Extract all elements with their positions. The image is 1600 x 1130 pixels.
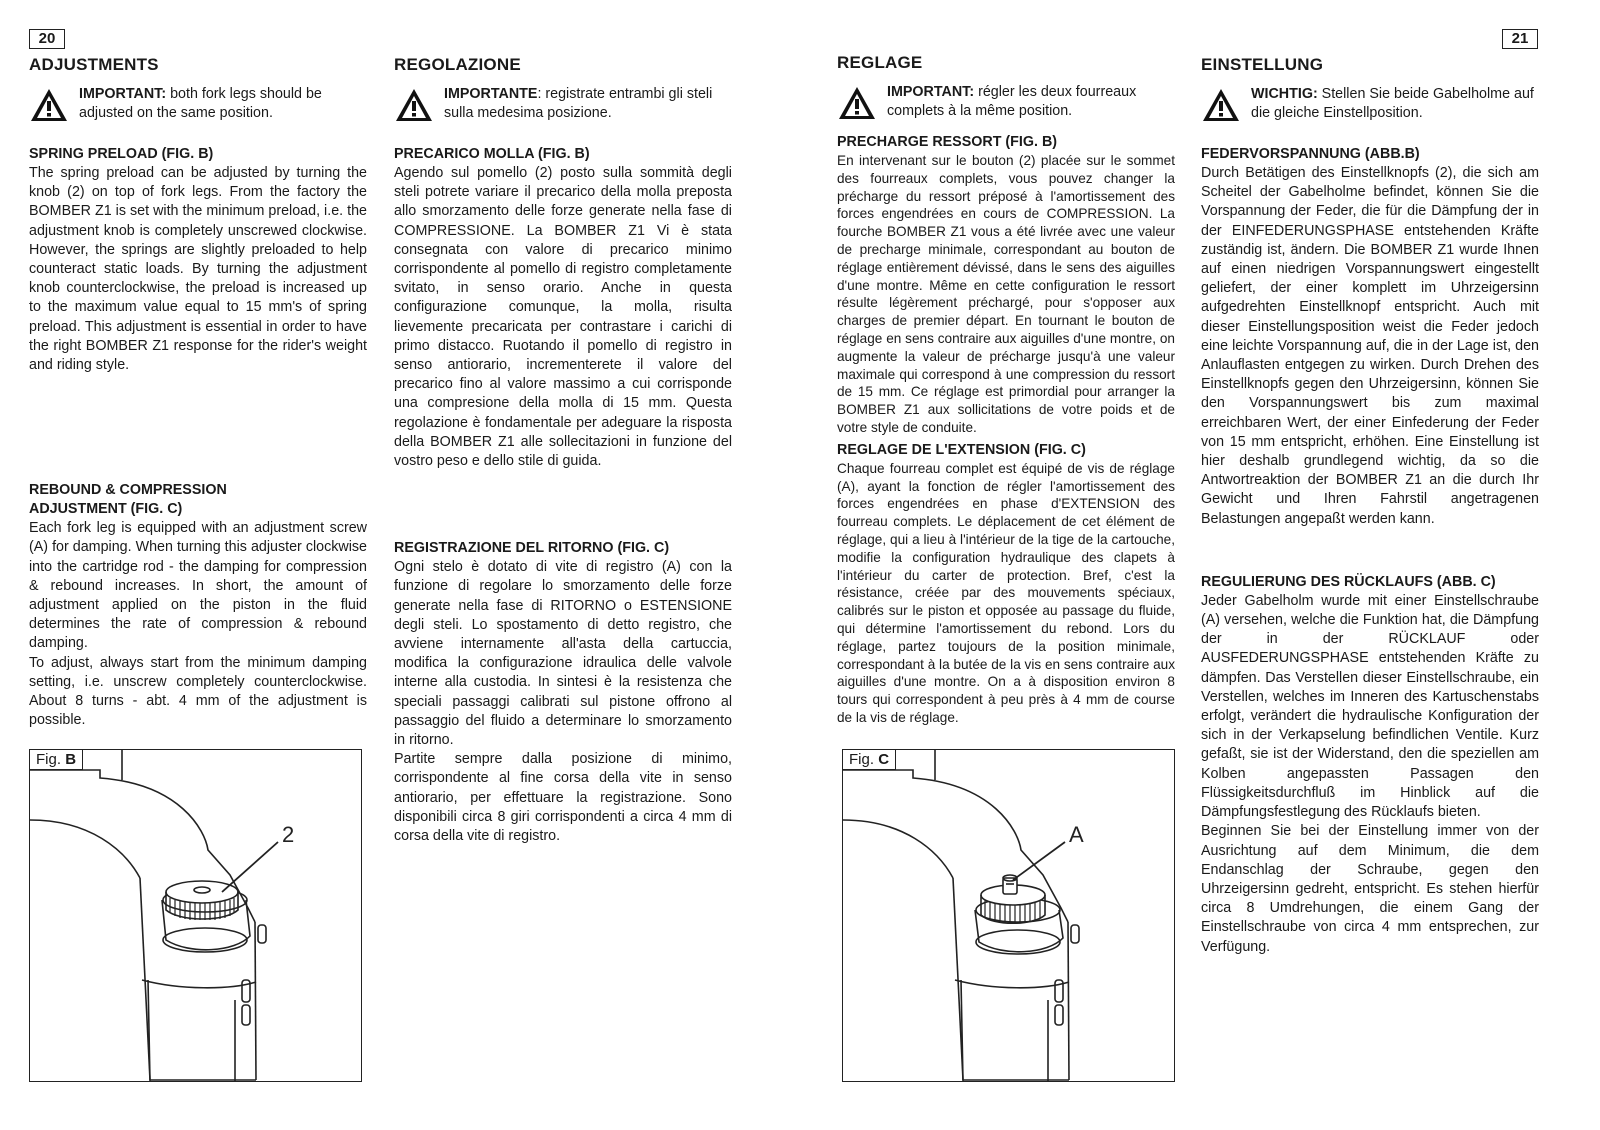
figure-label: Fig. B (29, 749, 83, 770)
rebound-body-adjust: To adjust, always start from the minimum damping setting, i.e. unscrew completely counterclockwise. About 8 turns - abt. 4 mm of the adjustment is possible. (29, 654, 367, 729)
column-french (837, 53, 1175, 727)
rebound-heading-line1: REBOUND & COMPRESSION (29, 482, 227, 499)
rebound-body: Each fork leg is equipped with an adjustment screw (A) for damping. When turning this adjuster clockwise into the cartridge rod - the damping for compression & rebound increases. In short, the amount of adjustment applied on the piston in the fluid determines the rate of compression & rebound damping. (29, 520, 367, 652)
figure-callout: 2 (282, 822, 295, 847)
spring-preload-body: Durch Betätigen des Einstellknopfs (2), die sich am Scheitel der Gabelholme befindet, können Sie die Vorspannung der Feder, die für die Dämpfung der in der EINFEDERUNGSPHASE entstehenden Kräfte zuständig ist, ändern. Die BOMBER Z1 wurde Ihnen auf einen niedrigen Vorspannungswert eingestellt geliefert, der einer komplett im Uhrzeigersinn aufgedrehten Einstellknopf entspricht. Auch mit dieser Einstellungsposition weist die Feder jedoch eine leichte Vorspannung auf, die in der Lage ist, den Anlauflasten entgegen zu wirken. Durch Drehen des Einstellknopfs gegen den Uhrzeigersinn, können Sie den Vorspannungswert bis zum maximal erreichbaren Wert, der einer Einfederung der Feder von 15 mm entspricht, erhöhen. Eine Einstellung ist hier deshalb grundlegend wichtig, da so die Antwortreaktion der BOMBER Z1 an die durch Ihr Gewicht und Ihren Fahrstil angetragenen Belastungen angepaßt werden kann. (1201, 165, 1539, 527)
spring-preload-heading: FEDERVORSPANNUNG (ABB.B) (1201, 146, 1420, 162)
spring-preload-body: En intervenant sur le bouton (2) placée sur le sommet des fourreaux complets, vous pouvez changer la précharge du ressort préposé à l'amortissement des forces engendrées en cours de COMPRESSION. La fourche BOMBER Z1 vous a été livrée avec une valeur de precharge minimale, correspondant au bouton de réglage entièrement dévissé, dans le sens des aiguilles d'une montre. Même en cette configuration le ressort résulte légèrement préchargé, pour s'opposer aux charges de premier départ. En tournant le bouton de réglage en sens contraire aux aiguilles d'une montre, on augmente la valeur de précharge jusqu'à une valeur maximale qui correspond à une compression du ressort de 15 mm. Ce réglage est primordial pour arranger la BOMBER Z1 aux sollicitations de votre poids et de votre style de conduite. (837, 153, 1175, 435)
rebound-body: Ogni stelo è dotato di vite di registro (A) con la funzione di regolare lo smorzamento delle forze generate nella fase di RITORNO o ESTENSIONE degli steli. Lo spostamento di detto registro, che avviene internamente all'asta della cartuccia, modifica la configurazione idraulica delle valvole interne alla custodia. In sintesi è la resistenza che speciali passaggi calibrati sul pistone offrono al passaggio del fluido a determinare lo smorzamento in ritorno. (394, 559, 732, 749)
section-title: ADJUSTMENTS (29, 55, 159, 74)
important-notice (394, 85, 732, 123)
rebound-heading: REGISTRAZIONE DEL RITORNO (FIG. C) (394, 540, 670, 557)
column-english (29, 55, 367, 730)
spring-preload-heading: PRECHARGE RESSORT (FIG. B) (837, 134, 1058, 150)
warning-triangle-icon (837, 85, 877, 121)
figure-callout: A (1069, 822, 1084, 847)
rebound-body-adjust: Partite sempre dalla posizione di minimo, corrispondente al fine corsa della vite in senso antiorario, per effettuare la registrazione. Sono disponibili circa 8 giri corrispondenti a circa 4 mm di corsa della vite di registro. (394, 751, 732, 845)
warning-triangle-icon (394, 87, 434, 123)
figure-label: Fig. C (842, 749, 896, 770)
rebound-heading: REGULIERUNG DES RÜCKLAUFS (ABB. C) (1201, 573, 1496, 590)
page-number-left: 20 (29, 29, 65, 49)
rebound-heading-line2: ADJUSTMENT (FIG. C) (29, 501, 183, 518)
rebound-body: Chaque fourreau complet est équipé de vis de réglage (A), ayant la fonction de régler l'amortissement des forces engendrées en phase d'EXTENSION des fourreau complets. Le déplacement de cet élément de réglage, qui a lieu à l'intérieur de la tige de la cartouche, modifie la configuration hydraulique des clapets à l'intérieur du carter de protection. Bref, c'est la résistance, créée par des mouvements spéciaux, calibrés sur le piston et opposée au passage du fluide, qui détermine l'amortissement du rebond. Lors du réglage, partez toujours de la position minimale, correspondant à la butée de la vis en sens contraire aux aiguilles d'une montre. On a à disposition environ 8 tours qui correspondent à peu près à 4 mm de course de la vis de réglage. (837, 460, 1175, 725)
column-german (1201, 55, 1539, 957)
spring-preload-body: The spring preload can be adjusted by turning the knob (2) on top of fork legs. From the factory the BOMBER Z1 is set with the minimum preload, i.e. the adjustment knob is completely unscrewed clockwise. However, the springs are slightly preloaded to help counteract static loads. By turning the adjustment knob counterclockwise, the preload is increased up to the maximum value equal to 15 mm's of spring preload. This adjustment is essential in order to have the right BOMBER Z1 response for the rider's weight and riding style. (29, 165, 367, 374)
important-notice (837, 83, 1175, 121)
important-text: IMPORTANT: régler les deux fourreaux complets à la même position. (887, 84, 1137, 119)
spring-preload-heading: PRECARICO MOLLA (FIG. B) (394, 146, 590, 162)
spring-preload-body: Agendo sul pomello (2) posto sulla sommità degli steli potrete variare il precarico della molla preposta allo smorzamento delle forze generate nella fase di COMPRESSIONE. La BOMBER Z1 Vi è stata consegnata con valore di precarico minimo corrispondente al pomello di registro completamente svitato, in senso orario. Anche in questa configurazione comunque, la molla, risulta lievemente precaricata per contrastare i carichi di primo distacco. Ruotando il pomello di registro in senso antiorario, incrementerete il valore del precarico fino al valore massimo a cui corrisponde una compresione della molla di 15 mm. Questa regolazione è fondamentale per adeguare la risposta della BOMBER Z1 alle sollecitazioni in funzione del vostro peso e dello stile di guida. (394, 165, 732, 470)
figure-c (842, 749, 1175, 1082)
fork-preload-knob-illustration (30, 750, 361, 1081)
important-text: IMPORTANTE: registrate entrambi gli steli sulla medesima posizione. (444, 86, 713, 121)
important-notice (29, 85, 367, 123)
important-notice (1201, 85, 1539, 123)
figure-b (29, 749, 362, 1082)
rebound-body-adjust: Beginnen Sie bei der Einstellung immer von der Ausrichtung auf dem Minimum, die dem Endanschlag der Schraube, gegen den Uhrzeigersinn gedreht, entspricht. Es stehen hierfür circa 8 Umdrehungen, die einem Gang der Einstellschraube von circa 4 mm entsprechen, zur Verfügung. (1201, 823, 1539, 955)
rebound-heading: REGLAGE DE L'EXTENSION (FIG. C) (837, 441, 1086, 458)
fork-rebound-adjuster-illustration (843, 750, 1174, 1081)
warning-triangle-icon (29, 87, 69, 123)
section-title: REGOLAZIONE (394, 55, 521, 74)
section-title: EINSTELLUNG (1201, 55, 1324, 74)
section-title: REGLAGE (837, 53, 923, 72)
important-text: IMPORTANT: both fork legs should be adjusted on the same position. (79, 86, 322, 121)
warning-triangle-icon (1201, 87, 1241, 123)
rebound-body: Jeder Gabelholm wurde mit einer Einstellschraube (A) versehen, welche die Funktion hat, die Dämpfung der in der RÜCKLAUF oder AUSFEDERUNGSPHASE entstehenden Kräfte zu dämpfen. Das Verstellen dieser Einstellschraube, ein Verstellen, welches im Inneren des Kartuschenstabs erfolgt, verändert die hydraulische Konfiguration der sich in der Verkapselung befindlichen Ventile. Kurz gefaßt, sie ist der Widerstand, den die speziellen am Kolben angepassten Passagen den Flüssigkeitsdurchfluß im Hinblick auf die Dämpfungsfestlegung des Rücklaufs bieten. (1201, 592, 1539, 821)
spring-preload-heading: SPRING PRELOAD (FIG. B) (29, 146, 214, 162)
column-italian (394, 55, 732, 846)
page-number-right: 21 (1502, 29, 1538, 49)
important-text: WICHTIG: Stellen Sie beide Gabelholme auf die gleiche Einstellposition. (1251, 86, 1534, 121)
